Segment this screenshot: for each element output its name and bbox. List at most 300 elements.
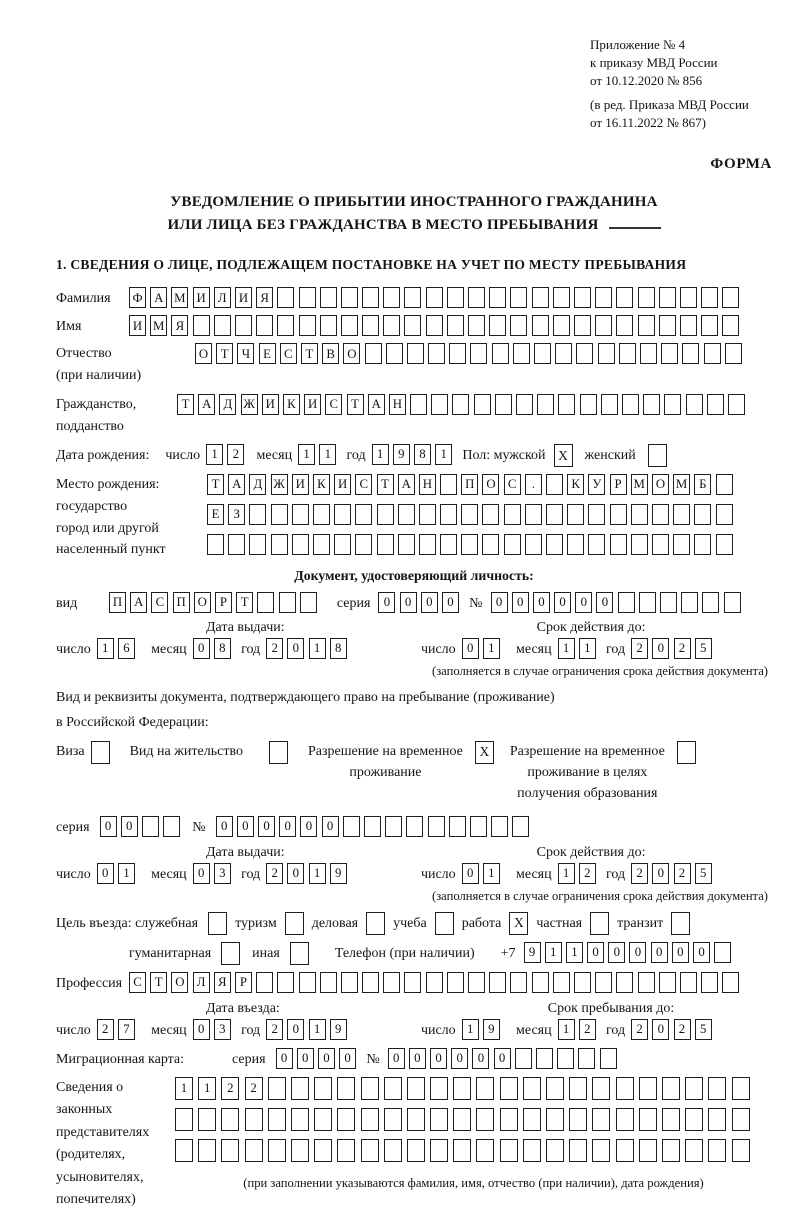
char-cell[interactable]: [546, 534, 563, 555]
char-cell[interactable]: [489, 315, 506, 336]
char-cell[interactable]: Я: [214, 972, 231, 993]
char-cell[interactable]: 7: [118, 1019, 135, 1040]
char-cell[interactable]: [722, 287, 739, 308]
char-cell[interactable]: 0: [237, 816, 254, 837]
char-cell[interactable]: [595, 287, 612, 308]
char-cell[interactable]: 2: [674, 1019, 691, 1040]
char-cell[interactable]: [334, 534, 351, 555]
char-cell[interactable]: [680, 287, 697, 308]
char-cell[interactable]: [256, 972, 273, 993]
char-cell[interactable]: [268, 1077, 286, 1100]
char-cell[interactable]: [500, 1077, 518, 1100]
char-cell[interactable]: 0: [462, 863, 479, 884]
char-cell[interactable]: 1: [309, 1019, 326, 1040]
char-cell[interactable]: М: [171, 287, 188, 308]
char-cell[interactable]: С: [355, 474, 372, 495]
char-cell[interactable]: 0: [193, 638, 210, 659]
char-cell[interactable]: [716, 474, 733, 495]
purpose-official-checkbox[interactable]: [208, 912, 227, 935]
char-cell[interactable]: И: [235, 287, 252, 308]
char-cell[interactable]: [453, 1077, 471, 1100]
char-cell[interactable]: [510, 287, 527, 308]
char-cell[interactable]: [452, 394, 469, 415]
char-cell[interactable]: [616, 1077, 634, 1100]
char-cell[interactable]: А: [150, 287, 167, 308]
char-cell[interactable]: [592, 1139, 610, 1162]
char-cell[interactable]: [610, 534, 627, 555]
char-cell[interactable]: 1: [483, 863, 500, 884]
char-cell[interactable]: 0: [388, 1048, 405, 1069]
char-cell[interactable]: Р: [235, 972, 252, 993]
char-cell[interactable]: [569, 1139, 587, 1162]
char-cell[interactable]: Я: [171, 315, 188, 336]
char-cell[interactable]: .: [525, 474, 542, 495]
char-cell[interactable]: [638, 315, 655, 336]
char-cell[interactable]: [299, 315, 316, 336]
char-cell[interactable]: [361, 1139, 379, 1162]
char-cell[interactable]: [482, 504, 499, 525]
char-cell[interactable]: Н: [389, 394, 406, 415]
char-cell[interactable]: [532, 287, 549, 308]
char-cell[interactable]: [383, 287, 400, 308]
char-cell[interactable]: [361, 1077, 379, 1100]
char-cell[interactable]: [314, 1139, 332, 1162]
char-cell[interactable]: О: [482, 474, 499, 495]
char-cell[interactable]: Д: [249, 474, 266, 495]
char-cell[interactable]: 2: [97, 1019, 114, 1040]
char-cell[interactable]: С: [280, 343, 297, 364]
char-cell[interactable]: [440, 534, 457, 555]
char-cell[interactable]: [532, 315, 549, 336]
char-cell[interactable]: 1: [198, 1077, 216, 1100]
char-cell[interactable]: [449, 816, 466, 837]
char-cell[interactable]: [495, 394, 512, 415]
char-cell[interactable]: 0: [533, 592, 550, 613]
char-cell[interactable]: З: [228, 504, 245, 525]
char-cell[interactable]: 1: [545, 942, 562, 963]
char-cell[interactable]: [470, 816, 487, 837]
char-cell[interactable]: [447, 315, 464, 336]
char-cell[interactable]: М: [150, 315, 167, 336]
char-cell[interactable]: [728, 394, 745, 415]
char-cell[interactable]: [685, 1077, 703, 1100]
char-cell[interactable]: [355, 504, 372, 525]
char-cell[interactable]: [257, 592, 274, 613]
char-cell[interactable]: Б: [694, 474, 711, 495]
char-cell[interactable]: 0: [491, 592, 508, 613]
char-cell[interactable]: Т: [236, 592, 253, 613]
char-cell[interactable]: [430, 1139, 448, 1162]
char-cell[interactable]: 0: [378, 592, 395, 613]
char-cell[interactable]: 8: [330, 638, 347, 659]
char-cell[interactable]: 1: [319, 444, 336, 465]
char-cell[interactable]: К: [283, 394, 300, 415]
char-cell[interactable]: [198, 1139, 216, 1162]
char-cell[interactable]: 2: [674, 638, 691, 659]
char-cell[interactable]: [362, 972, 379, 993]
char-cell[interactable]: [536, 1048, 553, 1069]
char-cell[interactable]: 0: [287, 638, 304, 659]
char-cell[interactable]: 2: [631, 638, 648, 659]
char-cell[interactable]: [588, 534, 605, 555]
char-cell[interactable]: [659, 287, 676, 308]
char-cell[interactable]: [510, 972, 527, 993]
char-cell[interactable]: [337, 1139, 355, 1162]
purpose-work-checkbox[interactable]: X: [509, 912, 528, 935]
char-cell[interactable]: 1: [309, 638, 326, 659]
char-cell[interactable]: Ж: [241, 394, 258, 415]
char-cell[interactable]: [291, 1077, 309, 1100]
char-cell[interactable]: [461, 504, 478, 525]
char-cell[interactable]: [468, 972, 485, 993]
char-cell[interactable]: [598, 343, 615, 364]
char-cell[interactable]: Т: [216, 343, 233, 364]
char-cell[interactable]: [175, 1108, 193, 1131]
char-cell[interactable]: 0: [651, 942, 668, 963]
char-cell[interactable]: [662, 1077, 680, 1100]
char-cell[interactable]: 2: [221, 1077, 239, 1100]
char-cell[interactable]: 5: [695, 1019, 712, 1040]
char-cell[interactable]: [601, 394, 618, 415]
char-cell[interactable]: [640, 343, 657, 364]
char-cell[interactable]: [610, 504, 627, 525]
char-cell[interactable]: А: [130, 592, 147, 613]
char-cell[interactable]: 0: [339, 1048, 356, 1069]
char-cell[interactable]: [595, 972, 612, 993]
char-cell[interactable]: И: [129, 315, 146, 336]
purpose-study-checkbox[interactable]: [435, 912, 454, 935]
char-cell[interactable]: [574, 287, 591, 308]
char-cell[interactable]: [221, 1139, 239, 1162]
char-cell[interactable]: [313, 504, 330, 525]
char-cell[interactable]: [546, 474, 563, 495]
char-cell[interactable]: [341, 287, 358, 308]
char-cell[interactable]: 0: [652, 863, 669, 884]
char-cell[interactable]: [558, 394, 575, 415]
char-cell[interactable]: [546, 1077, 564, 1100]
char-cell[interactable]: 1: [372, 444, 389, 465]
char-cell[interactable]: И: [334, 474, 351, 495]
char-cell[interactable]: Ч: [237, 343, 254, 364]
char-cell[interactable]: [701, 315, 718, 336]
char-cell[interactable]: [574, 972, 591, 993]
char-cell[interactable]: 1: [298, 444, 315, 465]
char-cell[interactable]: 2: [227, 444, 244, 465]
char-cell[interactable]: [279, 592, 296, 613]
char-cell[interactable]: [249, 534, 266, 555]
char-cell[interactable]: [207, 534, 224, 555]
purpose-humanitarian-checkbox[interactable]: [221, 942, 240, 965]
char-cell[interactable]: О: [343, 343, 360, 364]
char-cell[interactable]: 8: [414, 444, 431, 465]
char-cell[interactable]: [504, 504, 521, 525]
char-cell[interactable]: [292, 504, 309, 525]
char-cell[interactable]: [365, 343, 382, 364]
char-cell[interactable]: [685, 1108, 703, 1131]
char-cell[interactable]: Н: [419, 474, 436, 495]
char-cell[interactable]: П: [461, 474, 478, 495]
char-cell[interactable]: [578, 1048, 595, 1069]
char-cell[interactable]: [407, 1108, 425, 1131]
char-cell[interactable]: [361, 1108, 379, 1131]
char-cell[interactable]: [673, 504, 690, 525]
char-cell[interactable]: [716, 534, 733, 555]
char-cell[interactable]: [555, 343, 572, 364]
char-cell[interactable]: [377, 504, 394, 525]
char-cell[interactable]: [702, 592, 719, 613]
char-cell[interactable]: 2: [266, 638, 283, 659]
char-cell[interactable]: [616, 1139, 634, 1162]
char-cell[interactable]: Е: [207, 504, 224, 525]
char-cell[interactable]: 1: [566, 942, 583, 963]
char-cell[interactable]: [277, 315, 294, 336]
char-cell[interactable]: [428, 343, 445, 364]
char-cell[interactable]: 1: [118, 863, 135, 884]
char-cell[interactable]: [622, 394, 639, 415]
char-cell[interactable]: 2: [631, 863, 648, 884]
char-cell[interactable]: [639, 1108, 657, 1131]
char-cell[interactable]: [419, 534, 436, 555]
char-cell[interactable]: [580, 394, 597, 415]
char-cell[interactable]: [534, 343, 551, 364]
char-cell[interactable]: 0: [442, 592, 459, 613]
char-cell[interactable]: 6: [118, 638, 135, 659]
char-cell[interactable]: 0: [596, 592, 613, 613]
char-cell[interactable]: 0: [494, 1048, 511, 1069]
char-cell[interactable]: [546, 1108, 564, 1131]
char-cell[interactable]: [337, 1108, 355, 1131]
char-cell[interactable]: [569, 1077, 587, 1100]
char-cell[interactable]: [732, 1077, 750, 1100]
char-cell[interactable]: [722, 315, 739, 336]
char-cell[interactable]: [567, 534, 584, 555]
char-cell[interactable]: [430, 1108, 448, 1131]
char-cell[interactable]: [268, 1108, 286, 1131]
char-cell[interactable]: [694, 534, 711, 555]
char-cell[interactable]: 0: [287, 1019, 304, 1040]
char-cell[interactable]: Ж: [271, 474, 288, 495]
char-cell[interactable]: [426, 315, 443, 336]
char-cell[interactable]: [708, 1077, 726, 1100]
char-cell[interactable]: [245, 1108, 263, 1131]
char-cell[interactable]: [525, 534, 542, 555]
char-cell[interactable]: 0: [652, 638, 669, 659]
char-cell[interactable]: С: [325, 394, 342, 415]
char-cell[interactable]: [664, 394, 681, 415]
char-cell[interactable]: [680, 972, 697, 993]
char-cell[interactable]: [600, 1048, 617, 1069]
char-cell[interactable]: [428, 816, 445, 837]
char-cell[interactable]: [384, 1108, 402, 1131]
char-cell[interactable]: Т: [207, 474, 224, 495]
char-cell[interactable]: С: [129, 972, 146, 993]
char-cell[interactable]: [271, 504, 288, 525]
char-cell[interactable]: [341, 315, 358, 336]
char-cell[interactable]: 0: [400, 592, 417, 613]
char-cell[interactable]: 0: [472, 1048, 489, 1069]
char-cell[interactable]: [449, 343, 466, 364]
char-cell[interactable]: [525, 504, 542, 525]
char-cell[interactable]: [616, 315, 633, 336]
purpose-other-checkbox[interactable]: [290, 942, 309, 965]
char-cell[interactable]: [595, 315, 612, 336]
char-cell[interactable]: М: [631, 474, 648, 495]
char-cell[interactable]: [732, 1139, 750, 1162]
char-cell[interactable]: [704, 343, 721, 364]
char-cell[interactable]: [631, 504, 648, 525]
temp-residence-checkbox[interactable]: X: [475, 741, 494, 764]
char-cell[interactable]: 0: [258, 816, 275, 837]
char-cell[interactable]: [163, 816, 180, 837]
char-cell[interactable]: [523, 1139, 541, 1162]
char-cell[interactable]: 1: [175, 1077, 193, 1100]
char-cell[interactable]: [682, 343, 699, 364]
char-cell[interactable]: 2: [579, 863, 596, 884]
char-cell[interactable]: 0: [512, 592, 529, 613]
char-cell[interactable]: [537, 394, 554, 415]
char-cell[interactable]: 0: [276, 1048, 293, 1069]
char-cell[interactable]: [701, 972, 718, 993]
char-cell[interactable]: [245, 1139, 263, 1162]
char-cell[interactable]: [320, 287, 337, 308]
char-cell[interactable]: [476, 1139, 494, 1162]
char-cell[interactable]: [685, 1139, 703, 1162]
char-cell[interactable]: [474, 394, 491, 415]
char-cell[interactable]: [313, 534, 330, 555]
char-cell[interactable]: [320, 972, 337, 993]
char-cell[interactable]: 3: [214, 1019, 231, 1040]
char-cell[interactable]: [659, 972, 676, 993]
char-cell[interactable]: [681, 592, 698, 613]
char-cell[interactable]: 0: [300, 816, 317, 837]
char-cell[interactable]: [407, 1139, 425, 1162]
char-cell[interactable]: [513, 343, 530, 364]
char-cell[interactable]: Т: [150, 972, 167, 993]
char-cell[interactable]: [300, 592, 317, 613]
char-cell[interactable]: [724, 592, 741, 613]
char-cell[interactable]: 0: [121, 816, 138, 837]
char-cell[interactable]: [659, 315, 676, 336]
char-cell[interactable]: О: [194, 592, 211, 613]
char-cell[interactable]: 1: [483, 638, 500, 659]
char-cell[interactable]: Р: [215, 592, 232, 613]
char-cell[interactable]: [680, 315, 697, 336]
char-cell[interactable]: 0: [587, 942, 604, 963]
char-cell[interactable]: [404, 315, 421, 336]
char-cell[interactable]: [198, 1108, 216, 1131]
char-cell[interactable]: [553, 315, 570, 336]
char-cell[interactable]: [385, 816, 402, 837]
char-cell[interactable]: [271, 534, 288, 555]
char-cell[interactable]: 0: [652, 1019, 669, 1040]
char-cell[interactable]: [686, 394, 703, 415]
char-cell[interactable]: И: [292, 474, 309, 495]
char-cell[interactable]: [453, 1139, 471, 1162]
char-cell[interactable]: [447, 972, 464, 993]
char-cell[interactable]: [523, 1108, 541, 1131]
char-cell[interactable]: [714, 942, 731, 963]
char-cell[interactable]: [362, 287, 379, 308]
char-cell[interactable]: [320, 315, 337, 336]
char-cell[interactable]: [299, 287, 316, 308]
char-cell[interactable]: [592, 1108, 610, 1131]
char-cell[interactable]: 9: [330, 1019, 347, 1040]
char-cell[interactable]: [569, 1108, 587, 1131]
char-cell[interactable]: [660, 592, 677, 613]
char-cell[interactable]: [574, 315, 591, 336]
char-cell[interactable]: [384, 1139, 402, 1162]
char-cell[interactable]: [468, 315, 485, 336]
char-cell[interactable]: [638, 287, 655, 308]
char-cell[interactable]: [407, 343, 424, 364]
char-cell[interactable]: [482, 534, 499, 555]
char-cell[interactable]: О: [652, 474, 669, 495]
char-cell[interactable]: [410, 394, 427, 415]
char-cell[interactable]: Ф: [129, 287, 146, 308]
char-cell[interactable]: [440, 474, 457, 495]
char-cell[interactable]: [383, 972, 400, 993]
char-cell[interactable]: [523, 1077, 541, 1100]
char-cell[interactable]: [476, 1108, 494, 1131]
char-cell[interactable]: Л: [193, 972, 210, 993]
char-cell[interactable]: [639, 592, 656, 613]
char-cell[interactable]: [398, 534, 415, 555]
char-cell[interactable]: [618, 592, 635, 613]
char-cell[interactable]: 3: [214, 863, 231, 884]
char-cell[interactable]: [725, 343, 742, 364]
char-cell[interactable]: И: [193, 287, 210, 308]
char-cell[interactable]: Р: [610, 474, 627, 495]
female-checkbox[interactable]: [648, 444, 667, 467]
char-cell[interactable]: 9: [393, 444, 410, 465]
char-cell[interactable]: [364, 816, 381, 837]
char-cell[interactable]: [616, 287, 633, 308]
char-cell[interactable]: О: [171, 972, 188, 993]
char-cell[interactable]: [638, 972, 655, 993]
purpose-private-checkbox[interactable]: [590, 912, 609, 935]
purpose-tourism-checkbox[interactable]: [285, 912, 304, 935]
char-cell[interactable]: [567, 504, 584, 525]
char-cell[interactable]: Т: [301, 343, 318, 364]
char-cell[interactable]: [546, 504, 563, 525]
char-cell[interactable]: А: [368, 394, 385, 415]
char-cell[interactable]: [292, 534, 309, 555]
purpose-business-checkbox[interactable]: [366, 912, 385, 935]
char-cell[interactable]: А: [398, 474, 415, 495]
char-cell[interactable]: 1: [579, 638, 596, 659]
char-cell[interactable]: [504, 534, 521, 555]
char-cell[interactable]: 0: [318, 1048, 335, 1069]
char-cell[interactable]: [447, 287, 464, 308]
char-cell[interactable]: [500, 1108, 518, 1131]
char-cell[interactable]: И: [304, 394, 321, 415]
purpose-transit-checkbox[interactable]: [671, 912, 690, 935]
char-cell[interactable]: 0: [100, 816, 117, 837]
char-cell[interactable]: [652, 534, 669, 555]
char-cell[interactable]: Я: [256, 287, 273, 308]
char-cell[interactable]: П: [109, 592, 126, 613]
char-cell[interactable]: У: [588, 474, 605, 495]
char-cell[interactable]: 0: [216, 816, 233, 837]
char-cell[interactable]: К: [567, 474, 584, 495]
char-cell[interactable]: [639, 1077, 657, 1100]
char-cell[interactable]: 1: [462, 1019, 479, 1040]
temp-residence-edu-checkbox[interactable]: [677, 741, 696, 764]
char-cell[interactable]: [576, 343, 593, 364]
char-cell[interactable]: 2: [266, 1019, 283, 1040]
char-cell[interactable]: Д: [219, 394, 236, 415]
char-cell[interactable]: К: [313, 474, 330, 495]
